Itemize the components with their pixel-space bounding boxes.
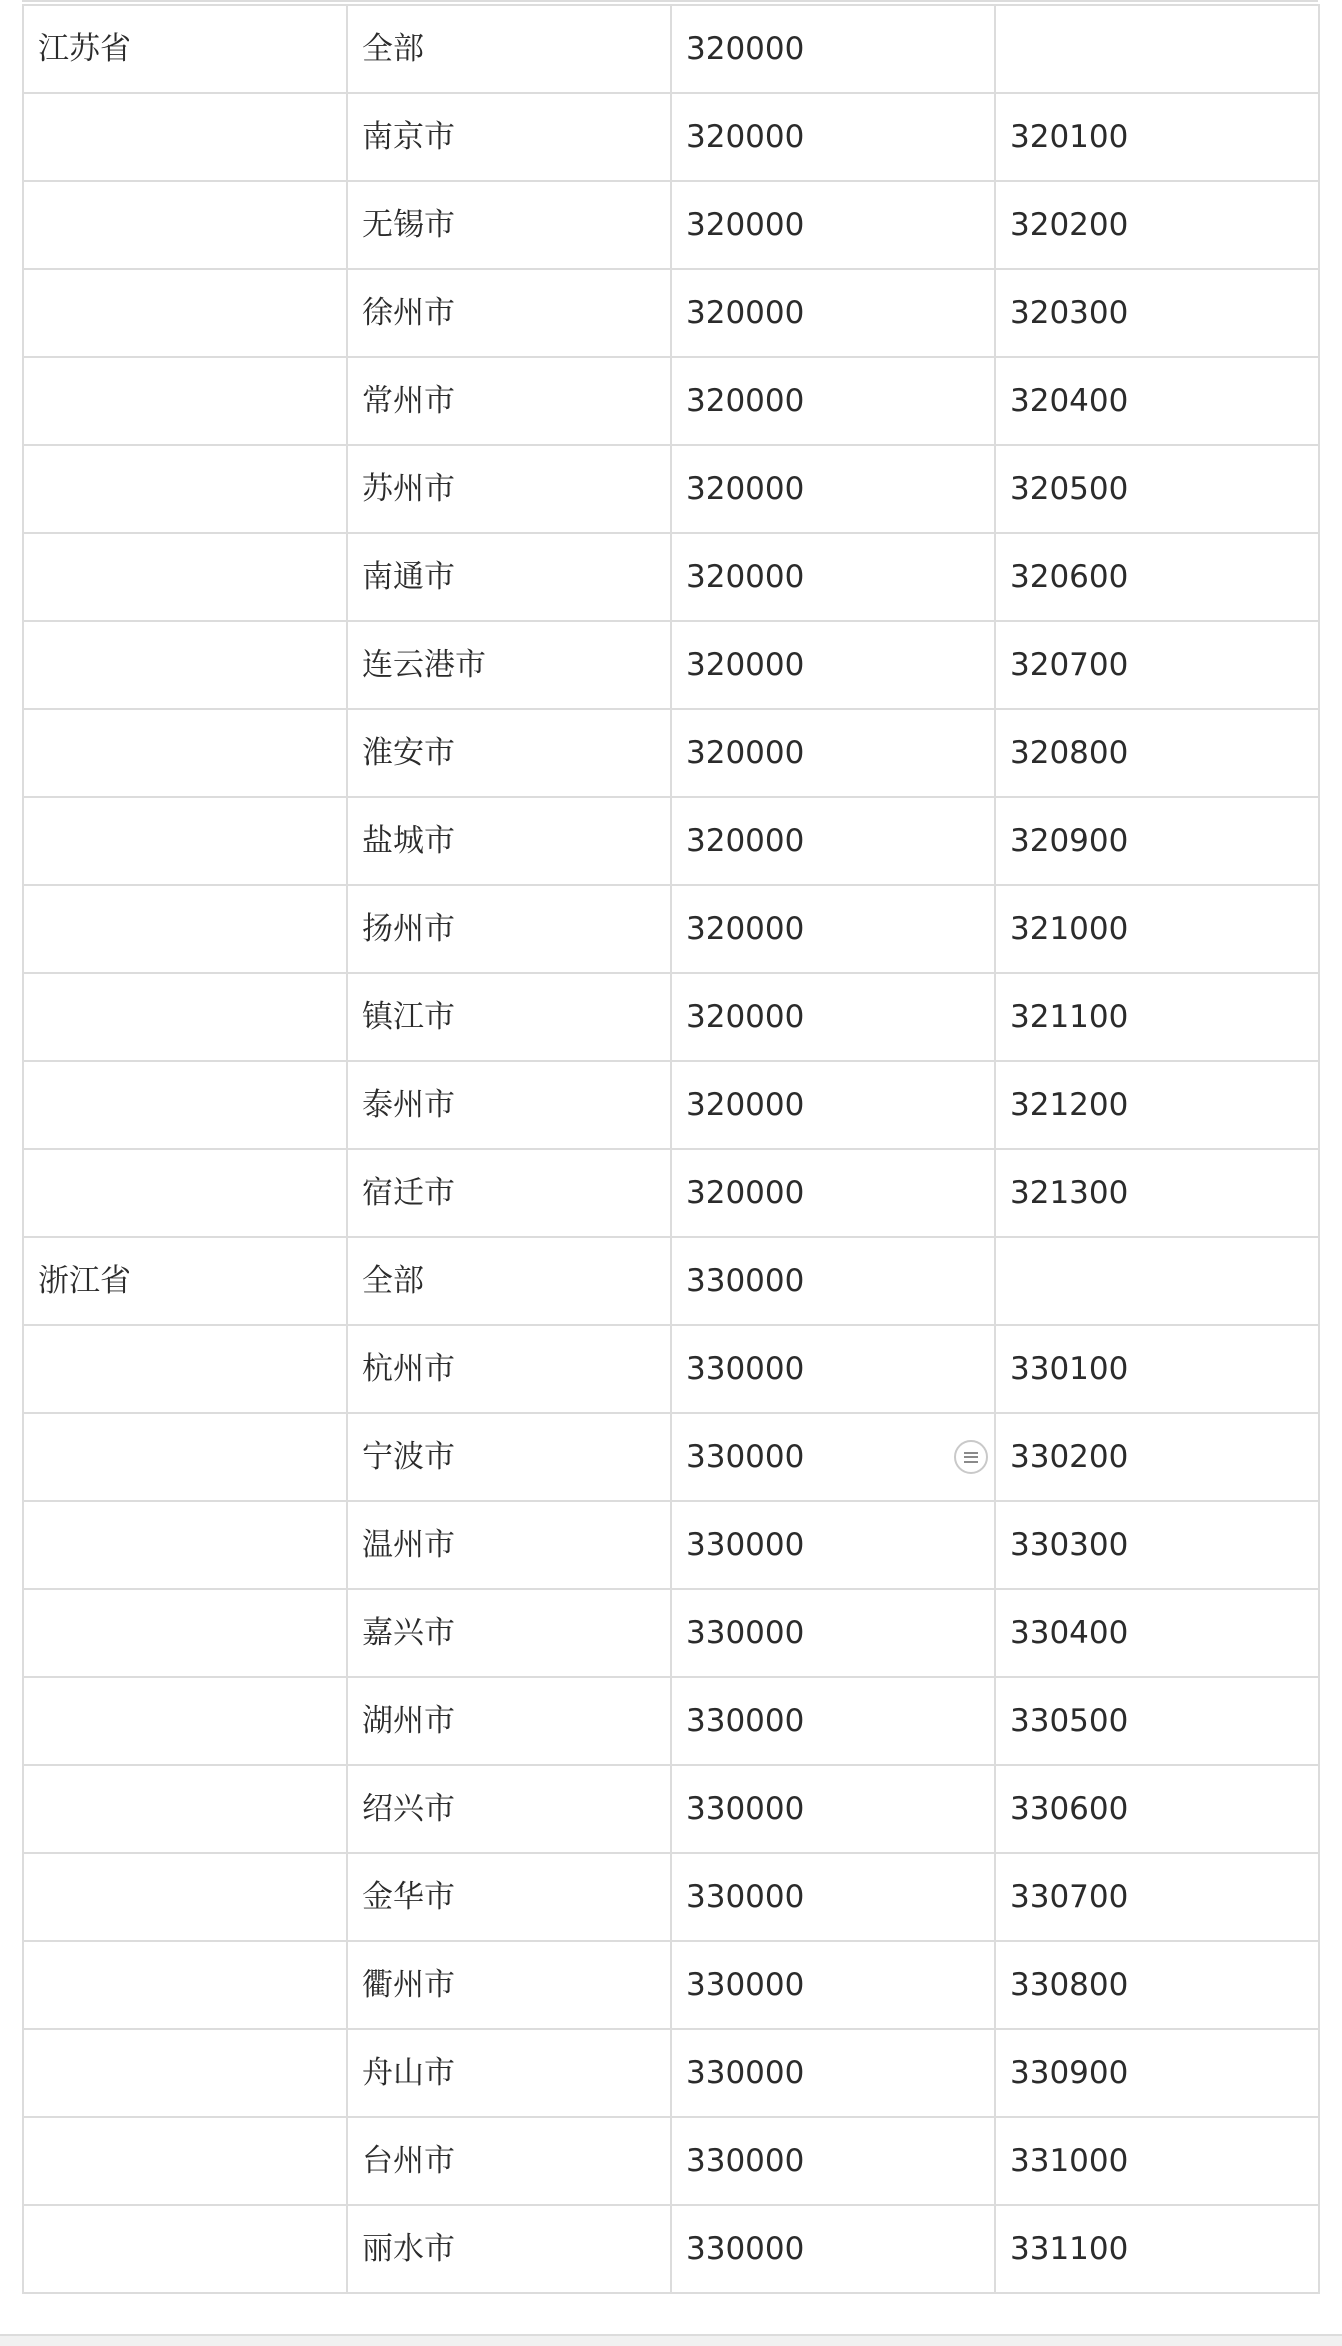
city-code-cell (995, 1061, 1319, 1149)
cell-text: 330000 (686, 1966, 805, 2003)
province-code-cell (671, 797, 995, 885)
city-code-cell (995, 973, 1319, 1061)
province-code-cell (671, 2029, 995, 2117)
province-code-cell (671, 621, 995, 709)
cell-text: 320800 (1010, 734, 1129, 771)
icon-bar (964, 1452, 978, 1454)
city-cell (347, 1941, 671, 2029)
table-row (23, 797, 1319, 885)
cell-text: 常州市 (362, 382, 455, 419)
table-row (23, 1237, 1319, 1325)
city-cell (347, 1061, 671, 1149)
city-code-cell (995, 621, 1319, 709)
cell-text: 浙江省 (38, 1262, 131, 1299)
table-row (23, 1061, 1319, 1149)
cell-text: 320000 (686, 294, 805, 331)
city-cell (347, 1589, 671, 1677)
province-code-cell (671, 533, 995, 621)
table-row (23, 533, 1319, 621)
cell-text: 台州市 (362, 2142, 455, 2179)
city-cell (347, 445, 671, 533)
province-cell (23, 533, 347, 621)
province-code-cell (671, 1413, 995, 1501)
province-cell (23, 709, 347, 797)
province-cell (23, 1325, 347, 1413)
province-cell (23, 1061, 347, 1149)
city-code-cell (995, 2205, 1319, 2293)
city-cell (347, 973, 671, 1061)
table-row (23, 973, 1319, 1061)
province-cell (23, 2117, 347, 2205)
cell-text: 舟山市 (362, 2054, 455, 2091)
cell-text: 330900 (1010, 2054, 1129, 2091)
cell-text: 绍兴市 (362, 1790, 455, 1827)
city-code-cell (995, 2117, 1319, 2205)
city-code-cell (995, 269, 1319, 357)
cell-text: 330700 (1010, 1878, 1129, 1915)
cell-text: 330000 (686, 1614, 805, 1651)
cell-text: 320000 (686, 1174, 805, 1211)
city-cell (347, 1413, 671, 1501)
city-cell (347, 1149, 671, 1237)
table-row (23, 621, 1319, 709)
table-row (23, 1413, 1319, 1501)
cell-text: 321000 (1010, 910, 1129, 947)
city-code-cell (995, 1853, 1319, 1941)
cell-text: 320300 (1010, 294, 1129, 331)
table-row (23, 357, 1319, 445)
province-cell (23, 445, 347, 533)
cell-text: 湖州市 (362, 1702, 455, 1739)
table-row (23, 1589, 1319, 1677)
table-row (23, 2117, 1319, 2205)
city-cell (347, 2117, 671, 2205)
cell-text: 330000 (686, 2230, 805, 2267)
province-code-cell (671, 973, 995, 1061)
province-cell (23, 269, 347, 357)
cell-text: 320000 (686, 822, 805, 859)
city-code-cell (995, 797, 1319, 885)
table-row (23, 885, 1319, 973)
province-cell (23, 621, 347, 709)
cell-text: 330000 (686, 1526, 805, 1563)
province-cell (23, 973, 347, 1061)
cell-text: 宁波市 (362, 1438, 455, 1475)
cell-text: 温州市 (362, 1526, 455, 1563)
cell-text: 331000 (1010, 2142, 1129, 2179)
cell-text: 321300 (1010, 1174, 1129, 1211)
icon-bar (964, 1461, 978, 1463)
icon-bar (964, 1456, 978, 1458)
province-code-cell (671, 93, 995, 181)
province-code-cell (671, 269, 995, 357)
province-code-cell (671, 1853, 995, 1941)
table-row (23, 2205, 1319, 2293)
city-code-cell (995, 445, 1319, 533)
table-body (23, 5, 1319, 2293)
table-row (23, 181, 1319, 269)
cell-text: 320000 (686, 998, 805, 1035)
province-cell (23, 1589, 347, 1677)
city-code-cell (995, 1149, 1319, 1237)
province-cell (23, 797, 347, 885)
city-cell (347, 797, 671, 885)
province-cell (23, 1853, 347, 1941)
cell-text: 330400 (1010, 1614, 1129, 1651)
table-row (23, 1501, 1319, 1589)
cell-text: 320500 (1010, 470, 1129, 507)
cell-text: 321200 (1010, 1086, 1129, 1123)
province-cell (23, 1941, 347, 2029)
cell-text: 330000 (686, 1702, 805, 1739)
region-code-table (22, 4, 1320, 2294)
city-code-cell (995, 1325, 1319, 1413)
cell-text: 320000 (686, 734, 805, 771)
cell-text: 320200 (1010, 206, 1129, 243)
city-cell (347, 621, 671, 709)
province-code-cell (671, 1589, 995, 1677)
cell-text: 320000 (686, 118, 805, 155)
cell-text: 320000 (686, 206, 805, 243)
city-code-cell (995, 885, 1319, 973)
cell-text: 331100 (1010, 2230, 1129, 2267)
city-code-cell (995, 357, 1319, 445)
cell-text: 杭州市 (362, 1350, 455, 1387)
province-code-cell (671, 445, 995, 533)
province-cell (23, 5, 347, 93)
cell-text: 泰州市 (362, 1086, 455, 1123)
province-code-cell (671, 1325, 995, 1413)
province-code-cell (671, 1061, 995, 1149)
cell-text: 南通市 (362, 558, 455, 595)
city-cell (347, 533, 671, 621)
city-code-cell (995, 1677, 1319, 1765)
city-code-cell (995, 1589, 1319, 1677)
cell-text: 320000 (686, 1086, 805, 1123)
city-code-cell (995, 1413, 1319, 1501)
province-cell (23, 1237, 347, 1325)
cell-text: 盐城市 (362, 822, 455, 859)
city-code-cell (995, 2029, 1319, 2117)
city-cell (347, 885, 671, 973)
cell-text: 330200 (1010, 1438, 1129, 1475)
province-cell (23, 885, 347, 973)
cell-text: 全部 (362, 1262, 424, 1299)
province-code-cell (671, 357, 995, 445)
cell-text: 330300 (1010, 1526, 1129, 1563)
province-cell (23, 93, 347, 181)
table-row (23, 93, 1319, 181)
province-code-cell (671, 181, 995, 269)
city-cell (347, 1325, 671, 1413)
city-cell (347, 181, 671, 269)
province-cell (23, 2205, 347, 2293)
city-cell (347, 1501, 671, 1589)
cell-text: 南京市 (362, 118, 455, 155)
cell-text: 丽水市 (362, 2230, 455, 2267)
cell-text: 321100 (1010, 998, 1129, 1035)
cell-text: 320600 (1010, 558, 1129, 595)
cell-text: 徐州市 (362, 294, 455, 331)
table-row (23, 1325, 1319, 1413)
cell-text: 330100 (1010, 1350, 1129, 1387)
city-code-cell (995, 1501, 1319, 1589)
province-code-cell (671, 885, 995, 973)
province-code-cell (671, 1765, 995, 1853)
city-cell (347, 5, 671, 93)
city-code-cell (995, 5, 1319, 93)
cell-text: 330000 (686, 1262, 805, 1299)
cell-text: 320000 (686, 382, 805, 419)
cell-text: 320100 (1010, 118, 1129, 155)
city-cell (347, 1677, 671, 1765)
province-code-cell (671, 1501, 995, 1589)
table-row (23, 1677, 1319, 1765)
province-cell (23, 1677, 347, 1765)
province-cell (23, 2029, 347, 2117)
province-code-cell (671, 5, 995, 93)
city-code-cell (995, 709, 1319, 797)
cell-text: 330000 (686, 1438, 805, 1475)
table-row (23, 445, 1319, 533)
cell-text: 330500 (1010, 1702, 1129, 1739)
cell-text: 镇江市 (362, 998, 455, 1035)
province-cell (23, 181, 347, 269)
table-row (23, 5, 1319, 93)
province-code-cell (671, 1149, 995, 1237)
table-row (23, 709, 1319, 797)
province-cell (23, 1501, 347, 1589)
province-code-cell (671, 1677, 995, 1765)
province-cell (23, 1413, 347, 1501)
province-cell (23, 1765, 347, 1853)
cell-text: 连云港市 (362, 646, 486, 683)
province-code-cell (671, 2117, 995, 2205)
city-code-cell (995, 533, 1319, 621)
cell-text: 330600 (1010, 1790, 1129, 1827)
province-cell (23, 357, 347, 445)
province-code-cell (671, 1237, 995, 1325)
province-code-cell (671, 709, 995, 797)
province-code-cell (671, 2205, 995, 2293)
cell-text: 320000 (686, 470, 805, 507)
city-cell (347, 357, 671, 445)
cell-text: 330000 (686, 1878, 805, 1915)
table-row (23, 2029, 1319, 2117)
cell-text: 江苏省 (38, 30, 131, 67)
cell-text: 苏州市 (362, 470, 455, 507)
cell-text: 淮安市 (362, 734, 455, 771)
cell-text: 无锡市 (362, 206, 455, 243)
cell-text: 330800 (1010, 1966, 1129, 2003)
city-cell (347, 93, 671, 181)
cell-text: 320900 (1010, 822, 1129, 859)
cell-text: 全部 (362, 30, 424, 67)
table-row (23, 1149, 1319, 1237)
city-code-cell (995, 181, 1319, 269)
city-cell (347, 269, 671, 357)
cell-text: 衢州市 (362, 1966, 455, 2003)
cell-text: 320000 (686, 646, 805, 683)
city-cell (347, 2029, 671, 2117)
city-cell (347, 1765, 671, 1853)
cell-text: 扬州市 (362, 910, 455, 947)
page-bottom-strip (0, 2334, 1342, 2346)
city-cell (347, 709, 671, 797)
table-row (23, 1765, 1319, 1853)
cell-text: 320000 (686, 30, 805, 67)
table-row (23, 1853, 1319, 1941)
city-cell (347, 1853, 671, 1941)
cell-text: 320400 (1010, 382, 1129, 419)
city-code-cell (995, 1765, 1319, 1853)
cell-text: 嘉兴市 (362, 1614, 455, 1651)
table-row (23, 269, 1319, 357)
city-code-cell (995, 1237, 1319, 1325)
province-cell (23, 1149, 347, 1237)
cell-text: 320700 (1010, 646, 1129, 683)
cell-text: 330000 (686, 1790, 805, 1827)
cell-text: 宿迁市 (362, 1174, 455, 1211)
list-menu-icon (964, 1452, 978, 1463)
city-cell (347, 1237, 671, 1325)
province-code-cell (671, 1941, 995, 2029)
cell-text: 320000 (686, 910, 805, 947)
cell-text: 金华市 (362, 1878, 455, 1915)
cell-text: 330000 (686, 2054, 805, 2091)
cell-menu-button[interactable] (954, 1440, 988, 1474)
city-code-cell (995, 1941, 1319, 2029)
table-row (23, 1941, 1319, 2029)
cell-text: 330000 (686, 1350, 805, 1387)
cell-text: 330000 (686, 2142, 805, 2179)
city-code-cell (995, 93, 1319, 181)
cell-text: 320000 (686, 558, 805, 595)
city-cell (347, 2205, 671, 2293)
